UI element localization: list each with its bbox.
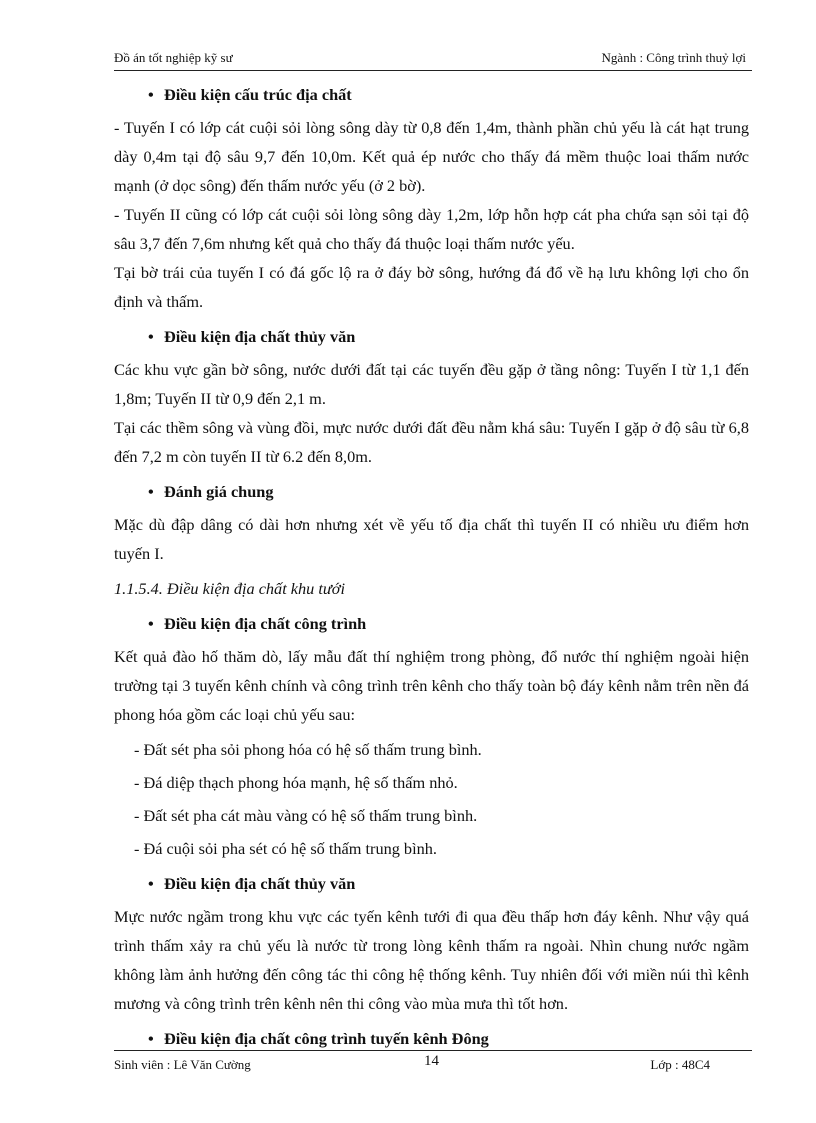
footer-student: Sinh viên : Lê Văn Cường [114, 1057, 251, 1072]
paragraph: Tại bờ trái của tuyến I có đá gốc lộ ra ở đáy bờ sông, hướng đá đổ về hạ lưu không lợi cho ổn định và thấm. [114, 263, 749, 311]
paragraph: Mặc dù đập dâng có dài hơn nhưng xét về yếu tố địa chất thì tuyến II có nhiều ưu điểm hơn tuyến I. [114, 515, 749, 563]
page-footer [114, 1050, 752, 1077]
heading-text: Điều kiện cấu trúc địa chất [164, 85, 352, 104]
heading-east-canal [114, 1024, 749, 1053]
subsection-title: 1.1.5.4. Điều kiện địa chất khu tưới [114, 579, 345, 598]
header-thesis-title: Đồ án tốt nghiệp kỹ sư [114, 50, 233, 65]
bullet-icon: • [148, 85, 154, 104]
heading-text: Đánh giá chung [164, 482, 274, 501]
bullet-icon: • [148, 482, 154, 501]
paragraph: Tại các thềm sông và vùng đồi, mực nước dưới đất đều nằm khá sâu: Tuyến I gặp ở độ sâu từ 6,8 đến 7,2 m còn tuyến II từ 6.2 đến 8,0m. [114, 418, 749, 466]
list-item: - Đá diệp thạch phong hóa mạnh, hệ số thấm nhỏ. [134, 773, 458, 792]
heading-text: Điều kiện địa chất thủy văn [164, 874, 356, 893]
paragraph: - Tuyến II cũng có lớp cát cuội sỏi lòng sông dày 1,2m, lớp hỗn hợp cát pha chứa sạn sỏi tại độ sâu 3,7 đến 7,6m nhưng kết quả cho thấy đá thuộc loại thấm nước yếu. [114, 205, 749, 253]
page-header [114, 48, 752, 71]
page-body [114, 80, 749, 1057]
paragraph: Mực nước ngầm trong khu vực các tyến kênh tưới đi qua đều thấp hơn đáy kênh. Như vậy quá trình thấm xảy ra chủ yếu là nước từ trong lòng kênh thấm ra ngoài. Nhìn chung nước ngầm không làm ảnh hưởng đến công tác thi công hệ thống kênh. Tuy nhiên đối với miền núi thì kênh mương và công trình trên kênh nên thi công vào mùa mưa thì tốt hơn. [114, 907, 749, 1013]
paragraph: Kết quả đào hố thăm dò, lấy mẫu đất thí nghiệm trong phòng, đổ nước thí nghiệm ngoài hiện trường tại 3 tuyến kênh chính và công trình trên kênh cho thấy toàn bộ đáy kênh nằm trên nền đá phong hóa gồm các loại chủ yếu sau: [114, 647, 749, 724]
bullet-icon: • [148, 1029, 154, 1048]
page-number: 14 [424, 1053, 439, 1069]
list-item: - Đất sét pha sỏi phong hóa có hệ số thấm trung bình. [134, 740, 482, 759]
list-item: - Đất sét pha cát màu vàng có hệ số thấm trung bình. [134, 806, 478, 825]
heading-text: Điều kiện địa chất công trình tuyến kênh Đông [164, 1029, 489, 1048]
heading-hydrogeology [114, 322, 749, 351]
bullet-icon: • [148, 874, 154, 893]
bullet-icon: • [148, 614, 154, 633]
bullet-icon: • [148, 327, 154, 346]
heading-engineering-geology [114, 609, 749, 638]
heading-structure [114, 80, 749, 109]
list-item: - Đá cuội sỏi pha sét có hệ số thấm trung bình. [134, 839, 437, 858]
heading-text: Điều kiện địa chất thủy văn [164, 327, 356, 346]
heading-assessment [114, 477, 749, 506]
footer-class: Lớp : 48C4 [650, 1057, 710, 1072]
header-major: Ngành : Công trình thuỷ lợi [601, 50, 746, 65]
paragraph: - Tuyến I có lớp cát cuội sỏi lòng sông dày từ 0,8 đến 1,4m, thành phần chủ yếu là cát hạt trung dày 0,4m tại độ sâu 9,7 đến 10,0m. Kết quả ép nước cho thấy đá mềm thuộc loai thấm nước mạnh (ở dọc sông) đến thấm nước yếu (ở 2 bờ). [114, 118, 749, 195]
heading-text: Điều kiện địa chất công trình [164, 614, 367, 633]
paragraph: Các khu vực gần bờ sông, nước dưới đất tại các tuyến đều gặp ở tầng nông: Tuyến I từ 1,1 đến 1,8m; Tuyến II từ 0,9 đến 2,1 m. [114, 360, 749, 408]
heading-hydrogeology-2 [114, 869, 749, 898]
